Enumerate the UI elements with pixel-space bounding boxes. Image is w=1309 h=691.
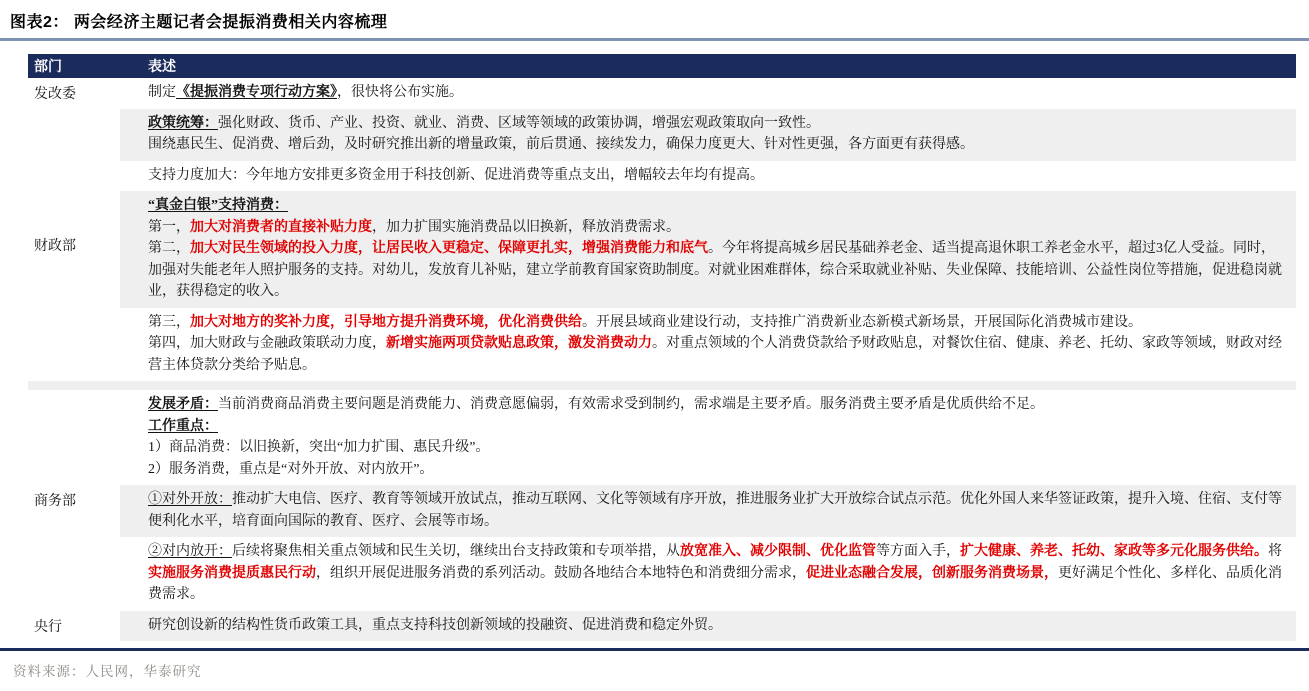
statement-paragraph — [148, 416, 1284, 438]
title-divider — [0, 38, 1309, 41]
statement-paragraph — [148, 333, 1284, 376]
statement-text: 2）服务消费，重点是“对外开放、对内放开”。 — [148, 461, 434, 477]
statement-cell — [120, 191, 1296, 308]
table-row — [28, 78, 1296, 109]
source-note: 资料来源：人民网，华泰研究 — [13, 664, 202, 679]
highlight-red-text: 实施服务消费提质惠民行动 — [148, 565, 316, 581]
table-row — [28, 611, 1296, 642]
underlined-text: “真金白银”支持消费： — [148, 198, 288, 213]
statement-cell — [120, 390, 1296, 485]
table-row — [28, 109, 1296, 161]
statement-text: 。今年将提高城乡居民基础养老金、适当提高退休职工养老金水平，超过3亿人受益。同时，加强对失能老年人照护服务的支持。对幼儿，发放育儿补贴，建立学前教育国家资助制度。对就业困难群体，综合采取就业补贴、失业保障、技能培训、公益性岗位等措施，促进稳岗就业，获得稳定的收入。 — [148, 241, 1282, 299]
statement-text: 推动扩大电信、医疗、教育等领域开放试点，推动互联网、文化等领域有序开放，推进服务业扩大开放综合试点示范。优化外国人来华签证政策，提升入境、住宿、支付等便利化水平，培育面向国际的教育、医疗、会展等市场。 — [148, 492, 1282, 529]
separator-row-cell — [28, 381, 1296, 390]
statement-cell — [120, 308, 1296, 382]
highlight-red-text: 放宽准入、减少限制、优化监管 — [680, 544, 876, 559]
statement-text: 后续将聚焦相关重点领域和民生关切，继续出台支持政策和专项举措，从 — [232, 544, 680, 559]
figure-title: 图表2： 两会经济主题记者会提振消费相关内容梳理 — [10, 14, 388, 31]
column-header-statement: 表述 — [120, 54, 1296, 78]
statement-text: 。对重点领域的个人消费贷款给予财政贴息，对餐饮住宿、健康、养老、托幼、家政等领域，财政对经营主体贷款分类给予贴息。 — [148, 336, 1282, 373]
statement-cell — [120, 485, 1296, 537]
highlight-red-text: 促进业态融合发展，创新服务消费场景， — [806, 565, 1058, 581]
statement-text: ，加力扩围实施消费品以旧换新，释放消费需求。 — [372, 219, 680, 235]
table-row — [28, 308, 1296, 382]
statement-cell — [120, 78, 1296, 109]
underlined-text: ②对内放开： — [148, 544, 232, 559]
table-row — [28, 390, 1296, 485]
highlight-red-text: 加大对消费者的直接补贴力度 — [190, 219, 372, 235]
statement-paragraph — [148, 82, 1284, 104]
dept-cell: 财政部 — [28, 109, 120, 382]
dept-cell: 央行 — [28, 611, 120, 642]
underlined-text: 发展矛盾： — [148, 397, 218, 412]
table-header — [28, 54, 1296, 78]
statement-text: 将 — [1268, 544, 1282, 559]
statement-text: ，组织开展促进服务消费的系列活动。鼓励各地结合本地特色和消费细分需求， — [316, 565, 806, 581]
statement-paragraph — [148, 615, 1284, 637]
statement-cell — [120, 611, 1296, 642]
table-row — [28, 191, 1296, 308]
statement-cell — [120, 109, 1296, 161]
statement-text: 。开展县域商业建设行动，支持推广消费新业态新模式新场景，开展国际化消费城市建设。 — [582, 314, 1142, 330]
underlined-text: 政策统筹： — [148, 115, 218, 131]
statement-text: 第一， — [148, 219, 190, 235]
statement-paragraph — [148, 134, 1284, 156]
statement-text: 第二， — [148, 241, 190, 256]
underlined-text: 《提振消费专项行动方案》 — [176, 85, 337, 100]
highlight-red-text: 新增实施两项贷款贴息政策，激发消费动力 — [386, 336, 652, 351]
table-row — [28, 485, 1296, 537]
highlight-red-text: 加大对民生领域的投入力度，让居民收入更稳定、保障更扎实，增强消费能力和底气 — [190, 241, 708, 256]
column-header-dept: 部门 — [28, 54, 120, 78]
statement-text: 等方面入手， — [876, 544, 960, 559]
statement-paragraph — [148, 437, 1284, 459]
statement-paragraph — [148, 489, 1284, 532]
statement-paragraph — [148, 459, 1284, 481]
statement-text: 研究创设新的结构性货币政策工具，重点支持科技创新领域的投融资、促进消费和稳定外贸。 — [148, 617, 722, 633]
table-body — [28, 78, 1296, 641]
statement-text: 制定 — [148, 85, 176, 100]
header-row — [28, 54, 1296, 78]
statement-paragraph — [148, 312, 1284, 334]
summary-table — [28, 54, 1296, 641]
statement-text: 支持力度加大：今年地方安排更多资金用于科技创新、促进消费等重点支出，增幅较去年均有提高。 — [148, 167, 764, 183]
statement-text: 第三， — [148, 314, 190, 330]
statement-paragraph — [148, 217, 1284, 239]
statement-text: 更好满足个性化、多样化、品质化消费需求。 — [148, 565, 1282, 602]
statement-paragraph — [148, 113, 1284, 135]
statement-paragraph — [148, 238, 1284, 303]
highlight-red-text: 加大对地方的奖补力度，引导地方提升消费环境，优化消费供给 — [190, 314, 582, 330]
statement-text: 第四，加大财政与金融政策联动力度， — [148, 336, 386, 351]
table-row — [28, 537, 1296, 611]
underlined-text: ①对外开放： — [148, 492, 232, 507]
statement-cell — [120, 537, 1296, 611]
statement-paragraph — [148, 541, 1284, 606]
statement-paragraph — [148, 195, 1284, 217]
highlight-red-text: 扩大健康、养老、托幼、家政等多元化服务供给。 — [960, 544, 1268, 559]
statement-paragraph — [148, 394, 1284, 416]
dept-cell: 商务部 — [28, 390, 120, 611]
table-row — [28, 161, 1296, 192]
statement-text: 强化财政、货币、产业、投资、就业、消费、区域等领域的政策协调，增强宏观政策取向一致性。 — [218, 115, 820, 131]
dept-cell: 发改委 — [28, 78, 120, 109]
underlined-text: 工作重点： — [148, 418, 218, 434]
table-row — [28, 381, 1296, 390]
statement-cell — [120, 161, 1296, 192]
statement-text: 1）商品消费：以旧换新，突出“加力扩围、惠民升级”。 — [148, 440, 490, 455]
statement-paragraph — [148, 165, 1284, 187]
statement-text: 围绕惠民生、促消费、增后劲，及时研究推出新的增量政策，前后贯通、接续发力，确保力度更大、针对性更强，各方面更有获得感。 — [148, 137, 974, 152]
statement-text: ，很快将公布实施。 — [337, 85, 463, 100]
statement-text: 当前消费商品消费主要问题是消费能力、消费意愿偏弱，有效需求受到制约，需求端是主要矛盾。服务消费主要矛盾是优质供给不足。 — [218, 397, 1044, 412]
